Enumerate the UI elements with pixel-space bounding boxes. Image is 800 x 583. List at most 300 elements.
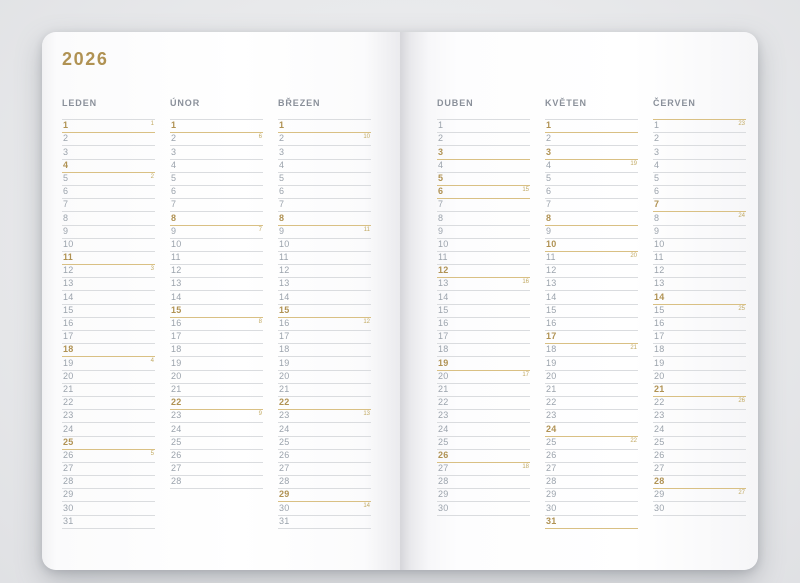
- day-number: 19: [171, 357, 182, 368]
- day-row: [437, 212, 530, 225]
- holiday-day-number: 1: [279, 120, 285, 131]
- month-header: ÚNOR: [170, 98, 201, 108]
- day-row: [170, 186, 263, 199]
- day-row: [437, 437, 530, 450]
- week-number: 24: [738, 213, 745, 220]
- day-row: [62, 120, 155, 133]
- day-row: [437, 265, 530, 278]
- holiday-day-number: 7: [654, 199, 660, 210]
- day-row: [62, 489, 155, 502]
- day-row: [62, 357, 155, 370]
- holiday-day-number: 21: [654, 383, 665, 394]
- day-row: [170, 252, 263, 265]
- day-row: [437, 423, 530, 436]
- day-number: 13: [63, 278, 74, 289]
- holiday-day-number: 29: [279, 489, 290, 500]
- day-number: 31: [63, 515, 74, 526]
- week-number: 2: [150, 173, 154, 180]
- day-row: [437, 133, 530, 146]
- day-row: [653, 160, 746, 173]
- day-number: 28: [279, 476, 290, 487]
- holiday-day-number: 12: [438, 265, 449, 276]
- day-row: [545, 120, 638, 133]
- day-number: 9: [63, 225, 69, 236]
- day-number: 23: [63, 410, 74, 421]
- day-row: [62, 291, 155, 304]
- day-row: [170, 437, 263, 450]
- day-number: 26: [63, 449, 74, 460]
- day-number: 4: [654, 159, 660, 170]
- week-number: 1: [150, 121, 154, 127]
- day-number: 3: [654, 146, 660, 157]
- day-row: [62, 278, 155, 291]
- day-row: [62, 437, 155, 450]
- day-number: 8: [438, 212, 444, 223]
- day-number: 3: [63, 146, 69, 157]
- day-row: [170, 344, 263, 357]
- day-row: [545, 186, 638, 199]
- week-number: 15: [522, 186, 529, 193]
- day-number: 27: [438, 463, 449, 474]
- month-column: [170, 98, 263, 529]
- day-row: [437, 160, 530, 173]
- holiday-day-number: 17: [546, 331, 557, 342]
- day-number: 7: [279, 199, 285, 210]
- day-row: [170, 318, 263, 331]
- day-row: [278, 173, 371, 186]
- holiday-day-number: 1: [63, 120, 69, 131]
- day-number: 12: [171, 265, 182, 276]
- day-rows: [653, 120, 746, 516]
- day-rows: [545, 120, 638, 529]
- day-row: [170, 331, 263, 344]
- day-number: 13: [546, 278, 557, 289]
- day-number: 27: [63, 463, 74, 474]
- month-column: [653, 98, 746, 529]
- day-row: [62, 226, 155, 239]
- day-number: 27: [546, 463, 557, 474]
- day-number: 12: [654, 265, 665, 276]
- day-row: [545, 371, 638, 384]
- day-row: [545, 489, 638, 502]
- day-number: 30: [438, 502, 449, 513]
- day-row: [62, 199, 155, 212]
- day-row: [437, 410, 530, 423]
- day-row: [278, 291, 371, 304]
- day-row: [653, 423, 746, 436]
- day-number: 26: [279, 449, 290, 460]
- day-number: 29: [63, 489, 74, 500]
- day-number: 6: [546, 186, 552, 197]
- month-header: BŘEZEN: [278, 98, 321, 108]
- day-number: 14: [279, 291, 290, 302]
- day-row: [170, 160, 263, 173]
- week-number: 12: [363, 318, 370, 325]
- day-number: 13: [654, 278, 665, 289]
- day-number: 22: [654, 397, 665, 408]
- day-row: [278, 450, 371, 463]
- holiday-day-number: 11: [63, 252, 73, 263]
- day-rows: [437, 120, 530, 516]
- day-number: 10: [438, 238, 449, 249]
- day-number: 9: [279, 225, 285, 236]
- day-row: [437, 331, 530, 344]
- week-number: 6: [258, 134, 262, 141]
- day-number: 15: [546, 304, 557, 315]
- day-number: 20: [171, 370, 182, 381]
- day-row: [653, 239, 746, 252]
- day-number: 19: [279, 357, 290, 368]
- day-number: 5: [63, 172, 69, 183]
- day-number: 20: [438, 370, 449, 381]
- day-row: [437, 186, 530, 199]
- day-row: [545, 133, 638, 146]
- week-number: 19: [630, 160, 637, 167]
- day-number: 17: [171, 331, 182, 342]
- planner-spread: [42, 32, 758, 570]
- week-number: 26: [738, 397, 745, 404]
- day-number: 28: [438, 476, 449, 487]
- day-row: [545, 212, 638, 225]
- day-number: 7: [546, 199, 552, 210]
- day-number: 6: [279, 186, 285, 197]
- holiday-day-number: 15: [171, 304, 182, 315]
- day-row: [278, 120, 371, 133]
- day-row: [653, 410, 746, 423]
- week-number: 8: [258, 318, 262, 325]
- day-row: [545, 160, 638, 173]
- day-number: 19: [546, 357, 557, 368]
- week-number: 5: [150, 450, 154, 457]
- day-row: [278, 331, 371, 344]
- day-number: 25: [546, 436, 557, 447]
- week-number: 4: [150, 358, 154, 365]
- day-row: [437, 502, 530, 515]
- holiday-day-number: 22: [279, 397, 290, 408]
- day-number: 15: [654, 304, 665, 315]
- week-number: 3: [150, 266, 154, 273]
- day-row: [437, 489, 530, 502]
- day-row: [170, 291, 263, 304]
- day-row: [62, 160, 155, 173]
- day-number: 21: [279, 383, 290, 394]
- day-number: 10: [654, 238, 665, 249]
- day-row: [170, 463, 263, 476]
- week-number: 13: [363, 411, 370, 418]
- day-row: [62, 450, 155, 463]
- day-number: 1: [438, 120, 444, 131]
- month-column: [545, 98, 638, 529]
- left-page: [42, 32, 400, 570]
- day-row: [62, 186, 155, 199]
- day-row: [278, 476, 371, 489]
- day-row: [278, 160, 371, 173]
- day-row: [170, 397, 263, 410]
- day-number: 12: [546, 265, 557, 276]
- day-row: [437, 318, 530, 331]
- day-number: 9: [171, 225, 177, 236]
- holiday-day-number: 4: [63, 159, 69, 170]
- day-row: [278, 344, 371, 357]
- day-row: [545, 357, 638, 370]
- day-row: [170, 450, 263, 463]
- day-number: 23: [171, 410, 182, 421]
- day-row: [278, 384, 371, 397]
- day-row: [545, 410, 638, 423]
- day-row: [437, 120, 530, 133]
- holiday-day-number: 19: [438, 357, 449, 368]
- day-number: 2: [546, 133, 552, 144]
- day-number: 26: [654, 449, 665, 460]
- day-row: [170, 146, 263, 159]
- day-number: 21: [171, 383, 182, 394]
- day-number: 11: [279, 252, 289, 263]
- day-row: [437, 291, 530, 304]
- day-row: [545, 265, 638, 278]
- day-number: 1: [654, 120, 660, 131]
- day-row: [437, 305, 530, 318]
- day-row: [170, 265, 263, 278]
- day-number: 15: [63, 304, 74, 315]
- day-number: 17: [63, 331, 74, 342]
- day-row: [437, 252, 530, 265]
- day-number: 21: [438, 383, 449, 394]
- day-row: [653, 331, 746, 344]
- day-row: [545, 450, 638, 463]
- holiday-day-number: 24: [546, 423, 557, 434]
- day-row: [653, 120, 746, 133]
- day-number: 8: [654, 212, 660, 223]
- day-number: 8: [63, 212, 69, 223]
- day-number: 30: [546, 502, 557, 513]
- day-row: [170, 120, 263, 133]
- day-row: [170, 212, 263, 225]
- day-number: 2: [438, 133, 444, 144]
- day-row: [278, 516, 371, 529]
- day-row: [278, 199, 371, 212]
- day-row: [278, 305, 371, 318]
- day-row: [62, 212, 155, 225]
- day-number: 16: [654, 318, 665, 328]
- holiday-day-number: 14: [654, 291, 665, 302]
- day-row: [545, 423, 638, 436]
- day-row: [62, 265, 155, 278]
- month-header: LEDEN: [62, 98, 98, 108]
- day-number: 25: [279, 436, 290, 447]
- day-number: 20: [654, 370, 665, 381]
- day-number: 14: [63, 291, 74, 302]
- day-number: 16: [63, 318, 74, 328]
- day-number: 13: [438, 278, 449, 289]
- day-number: 7: [63, 199, 69, 210]
- day-row: [653, 186, 746, 199]
- day-number: 29: [546, 489, 557, 500]
- day-number: 17: [654, 331, 665, 342]
- day-number: 25: [438, 436, 449, 447]
- day-row: [545, 437, 638, 450]
- day-number: 29: [654, 489, 665, 500]
- day-row: [545, 199, 638, 212]
- day-number: 10: [171, 238, 182, 249]
- holiday-day-number: 8: [171, 212, 177, 223]
- week-number: 10: [363, 134, 370, 141]
- holiday-day-number: 10: [546, 238, 557, 249]
- day-row: [278, 410, 371, 423]
- day-row: [545, 344, 638, 357]
- day-rows: [170, 120, 263, 489]
- day-row: [278, 397, 371, 410]
- month-header: DUBEN: [437, 98, 474, 108]
- day-number: 22: [546, 397, 557, 408]
- holiday-day-number: 1: [171, 120, 177, 131]
- day-rows: [278, 120, 371, 529]
- day-row: [653, 291, 746, 304]
- day-row: [545, 502, 638, 515]
- day-number: 18: [546, 344, 557, 355]
- day-number: 9: [654, 225, 660, 236]
- day-number: 12: [279, 265, 290, 276]
- day-row: [653, 133, 746, 146]
- day-number: 9: [438, 225, 444, 236]
- day-row: [170, 423, 263, 436]
- day-row: [437, 226, 530, 239]
- day-row: [278, 239, 371, 252]
- day-row: [170, 173, 263, 186]
- day-row: [62, 331, 155, 344]
- day-number: 14: [438, 291, 449, 302]
- day-number: 26: [546, 449, 557, 460]
- day-number: 23: [654, 410, 665, 421]
- day-number: 21: [63, 383, 74, 394]
- day-number: 22: [438, 397, 449, 408]
- day-row: [437, 146, 530, 159]
- week-number: 7: [258, 226, 262, 233]
- holiday-day-number: 8: [279, 212, 285, 223]
- day-number: 27: [654, 463, 665, 474]
- holiday-day-number: 25: [63, 436, 74, 447]
- holiday-day-number: 3: [438, 146, 444, 157]
- left-month-columns: [42, 98, 400, 529]
- day-row: [62, 476, 155, 489]
- day-number: 11: [654, 252, 664, 263]
- day-number: 24: [438, 423, 449, 434]
- day-row: [62, 502, 155, 515]
- day-number: 6: [171, 186, 177, 197]
- day-row: [653, 146, 746, 159]
- day-number: 12: [63, 265, 74, 276]
- day-number: 23: [279, 410, 290, 421]
- day-row: [62, 516, 155, 529]
- day-number: 6: [654, 186, 660, 197]
- day-row: [278, 278, 371, 291]
- day-number: 17: [438, 331, 449, 342]
- day-row: [545, 305, 638, 318]
- day-number: 14: [546, 291, 557, 302]
- holiday-day-number: 26: [438, 449, 449, 460]
- day-row: [170, 226, 263, 239]
- day-row: [545, 146, 638, 159]
- day-row: [278, 252, 371, 265]
- day-row: [170, 410, 263, 423]
- holiday-day-number: 28: [654, 476, 665, 487]
- day-number: 27: [171, 463, 182, 474]
- day-row: [278, 463, 371, 476]
- day-row: [545, 516, 638, 529]
- day-number: 28: [171, 476, 182, 487]
- day-number: 16: [171, 318, 182, 328]
- day-row: [653, 463, 746, 476]
- day-row: [278, 437, 371, 450]
- day-number: 24: [63, 423, 74, 434]
- day-row: [437, 384, 530, 397]
- week-number: 25: [738, 305, 745, 312]
- holiday-day-number: 3: [546, 146, 552, 157]
- day-number: 4: [438, 159, 444, 170]
- day-number: 5: [171, 172, 177, 183]
- day-row: [62, 423, 155, 436]
- day-number: 2: [63, 133, 69, 144]
- day-number: 30: [63, 502, 74, 513]
- month-column: [278, 98, 371, 529]
- day-row: [653, 357, 746, 370]
- day-row: [545, 291, 638, 304]
- day-number: 20: [546, 370, 557, 381]
- day-row: [653, 344, 746, 357]
- month-header: KVĚTEN: [545, 98, 587, 108]
- day-number: 18: [279, 344, 290, 355]
- day-row: [545, 476, 638, 489]
- day-row: [62, 318, 155, 331]
- day-row: [653, 278, 746, 291]
- day-number: 24: [171, 423, 182, 434]
- week-number: 23: [738, 121, 745, 127]
- day-number: 19: [63, 357, 74, 368]
- holiday-day-number: 15: [279, 304, 290, 315]
- week-number: 18: [522, 463, 529, 470]
- day-row: [278, 212, 371, 225]
- day-row: [62, 344, 155, 357]
- day-row: [62, 146, 155, 159]
- day-number: 29: [438, 489, 449, 500]
- day-rows: [62, 120, 155, 529]
- week-number: 14: [363, 503, 370, 510]
- day-number: 21: [546, 383, 557, 394]
- day-number: 18: [654, 344, 665, 355]
- day-row: [62, 384, 155, 397]
- day-number: 20: [279, 370, 290, 381]
- day-row: [653, 252, 746, 265]
- holiday-day-number: 1: [546, 120, 552, 131]
- day-row: [62, 252, 155, 265]
- day-row: [437, 371, 530, 384]
- day-row: [278, 318, 371, 331]
- day-row: [278, 371, 371, 384]
- holiday-day-number: 6: [438, 186, 444, 197]
- day-row: [653, 476, 746, 489]
- day-number: 13: [279, 278, 290, 289]
- day-row: [170, 371, 263, 384]
- month-column: [437, 98, 530, 529]
- day-row: [437, 357, 530, 370]
- day-row: [437, 397, 530, 410]
- holiday-day-number: 18: [63, 344, 74, 355]
- holiday-day-number: 5: [438, 172, 444, 183]
- day-row: [437, 199, 530, 212]
- day-number: 26: [171, 449, 182, 460]
- week-number: 16: [522, 279, 529, 286]
- day-row: [437, 344, 530, 357]
- day-number: 30: [279, 502, 290, 513]
